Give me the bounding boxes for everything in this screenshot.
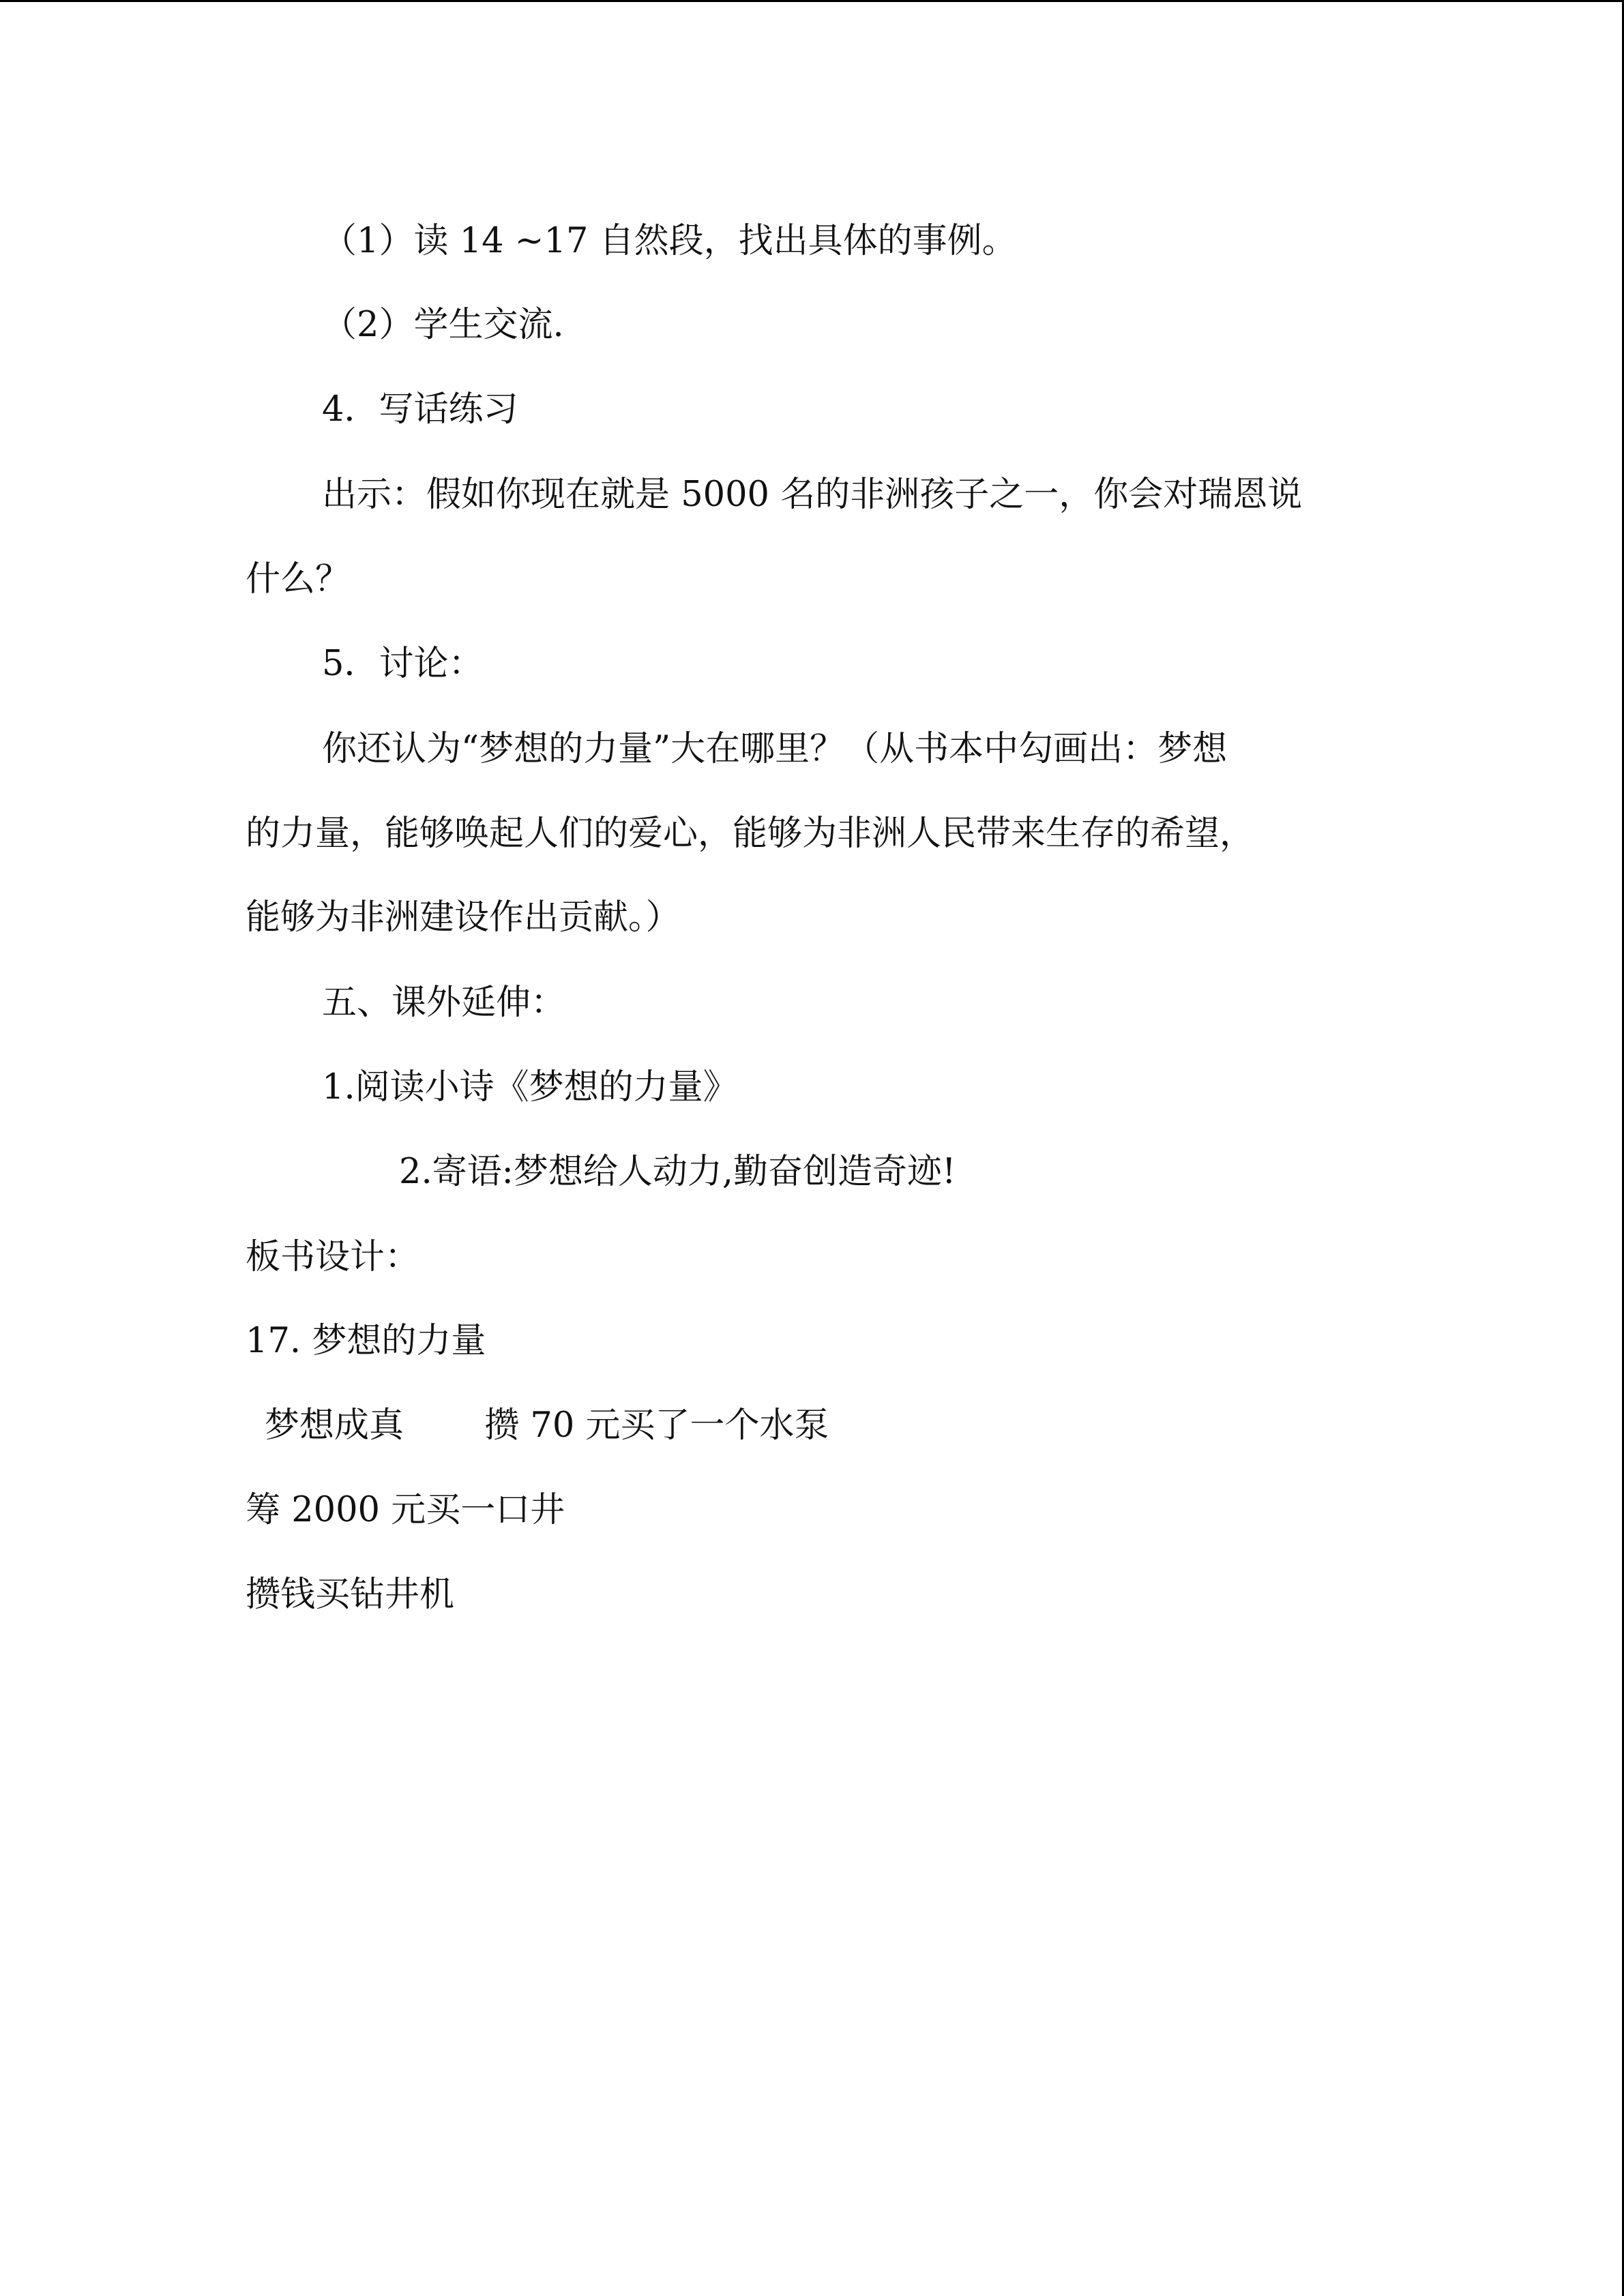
- heading-discussion: 5．讨论：: [322, 644, 484, 684]
- heading-extension: 五、课外延伸：: [322, 983, 566, 1023]
- extension-item-2: 2.寄语:梦想给人动力,勤奋创造奇迹!: [399, 1152, 956, 1192]
- board-line-3: 攒钱买钻井机: [246, 1575, 455, 1615]
- step-student-exchange: （2）学生交流.: [322, 305, 564, 345]
- prompt-line-2: 什么？: [246, 559, 351, 599]
- discussion-line-1: 你还认为“梦想的力量”大在哪里？（从书本中勾画出：梦想: [322, 729, 1228, 769]
- discussion-line-2: 的力量，能够唤起人们的爱心，能够为非洲人民带来生存的希望，: [246, 814, 1255, 854]
- discussion-line-3: 能够为非洲建设作出贡献。）: [246, 897, 681, 938]
- board-line-2: 筹 2000 元买一口井: [246, 1490, 565, 1530]
- heading-board-design: 板书设计：: [246, 1237, 420, 1277]
- board-title: 17. 梦想的力量: [246, 1321, 486, 1361]
- extension-item-1: 1.阅读小诗《梦想的力量》: [322, 1067, 738, 1107]
- prompt-line-1: 出示：假如你现在就是 5000 名的非洲孩子之一，你会对瑞恩说: [322, 475, 1303, 515]
- heading-writing-practice: 4．写话练习: [322, 389, 518, 430]
- step-read-paragraphs: （1）读 14 ~17 自然段，找出具体的事例。: [322, 221, 1017, 261]
- board-line-1: 梦想成真 攒 70 元买了一个水泵: [265, 1405, 829, 1446]
